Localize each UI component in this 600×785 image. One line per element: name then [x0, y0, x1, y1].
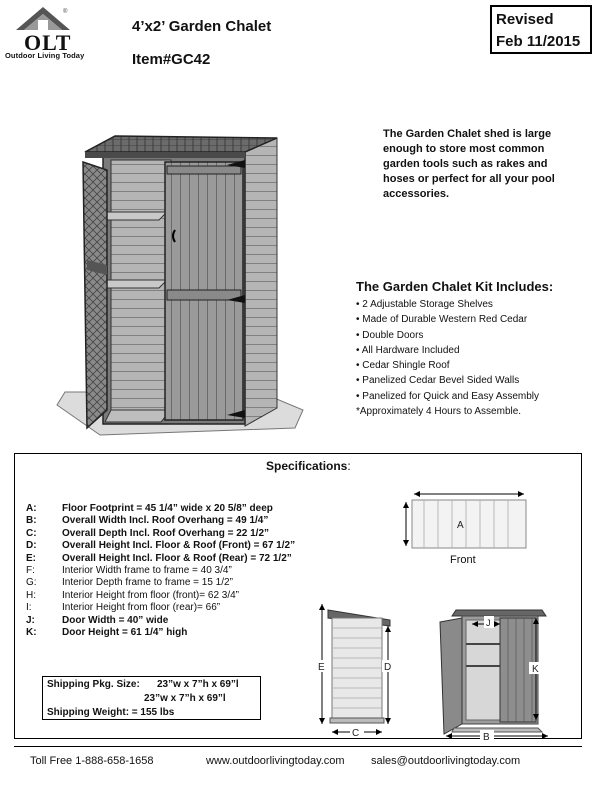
- spec-key: I:: [26, 602, 32, 614]
- side-view-diagram: [312, 600, 408, 744]
- spec-value: Door Height = 61 1/4” high: [62, 626, 188, 638]
- revised-date: Feb 11/2015: [496, 33, 581, 50]
- footer-phone: Toll Free 1-888-658-1658: [30, 755, 154, 767]
- shed-illustration: [45, 110, 315, 445]
- spec-key: J:: [26, 614, 35, 626]
- list-item: • Panelized Cedar Bevel Sided Walls: [356, 375, 520, 387]
- spec-key: B:: [26, 515, 37, 527]
- spec-value: Interior Depth frame to frame = 15 1/2”: [62, 577, 233, 589]
- shipping-weight: Shipping Weight: = 155 lbs: [47, 707, 175, 718]
- svg-text:®: ®: [63, 9, 68, 15]
- spec-value: Overall Height Incl. Floor & Roof (Front) = 67 1/2”: [62, 540, 296, 552]
- page-title: 4’x2’ Garden Chalet: [132, 18, 272, 35]
- revised-box: [490, 5, 592, 54]
- spec-value: Interior Width frame to frame = 40 3/4”: [62, 564, 232, 576]
- dimension-label-k: K: [532, 664, 539, 675]
- dimension-label-j: J: [486, 618, 491, 628]
- dimension-label-e: E: [318, 662, 325, 673]
- spec-key: D:: [26, 540, 37, 552]
- spec-value: Door Width = 40” wide: [62, 614, 169, 626]
- logo-roof-icon: [14, 6, 72, 32]
- dimension-label-d: D: [384, 662, 392, 673]
- spec-key: H:: [26, 589, 36, 601]
- shipping-size-2: 23”w x 7”h x 69”l: [144, 693, 226, 704]
- list-item: *Approximately 4 Hours to Assemble.: [356, 406, 522, 418]
- spec-value: Floor Footprint = 45 1/4” wide x 20 5/8” deep: [62, 503, 273, 514]
- item-number: Item#GC42: [132, 51, 211, 68]
- dimension-label-b: B: [483, 732, 490, 742]
- shipping-box: [42, 676, 261, 720]
- list-item: • All Hardware Included: [356, 344, 460, 356]
- specifications-title: [266, 459, 351, 473]
- specifications-colon: :: [347, 459, 351, 473]
- spec-value: Interior Height from floor (front)= 62 3/4”: [62, 589, 240, 601]
- shipping-size-1: 23”w x 7”h x 69”l: [157, 679, 239, 690]
- footer-email[interactable]: sales@outdoorlivingtoday.com: [371, 755, 521, 767]
- spec-key: K:: [26, 626, 37, 638]
- logo-tagline: Outdoor Living Today: [5, 51, 85, 60]
- front-open-view-diagram: [428, 604, 564, 742]
- dimension-label-c: C: [352, 728, 360, 739]
- spec-value: Interior Height from floor (rear)= 66”: [62, 602, 221, 614]
- footer-website[interactable]: www.outdoorlivingtoday.com: [206, 755, 345, 767]
- product-description: The Garden Chalet shed is large enough to store most common garden tools such as rakes and hoses or perfect for all your pool accessories.: [383, 128, 555, 200]
- list-item: • Cedar Shingle Roof: [356, 360, 450, 372]
- top-view-diagram: [398, 486, 534, 552]
- dimension-label-a: A: [457, 520, 464, 531]
- spec-key: G:: [26, 577, 37, 589]
- spec-key: F:: [26, 564, 35, 576]
- spec-key: A:: [26, 503, 37, 514]
- list-item: • Panelized for Quick and Easy Assembly: [356, 390, 540, 402]
- footer-divider: [14, 746, 582, 747]
- list-item: • Double Doors: [356, 329, 424, 341]
- spec-value: Overall Height Incl. Floor & Roof (Rear) = 72 1/2”: [62, 552, 292, 564]
- logo-name: OLT: [24, 30, 72, 55]
- spec-key: C:: [26, 527, 37, 539]
- kit-includes-title: The Garden Chalet Kit Includes:: [356, 279, 554, 294]
- spec-key: E:: [26, 552, 36, 564]
- shipping-size-label: Shipping Pkg. Size:: [47, 679, 140, 690]
- list-item: • Made of Durable Western Red Cedar: [356, 314, 528, 326]
- spec-value: Overall Width Incl. Roof Overhang = 49 1/4”: [62, 515, 269, 527]
- front-label: Front: [450, 554, 476, 566]
- list-item: • 2 Adjustable Storage Shelves: [356, 299, 493, 310]
- spec-value: Overall Depth Incl. Roof Overhang = 22 1/2”: [62, 527, 270, 539]
- kit-includes-list: [356, 297, 586, 419]
- revised-label: Revised: [496, 11, 554, 28]
- specifications-title-text: Specifications: [266, 459, 348, 473]
